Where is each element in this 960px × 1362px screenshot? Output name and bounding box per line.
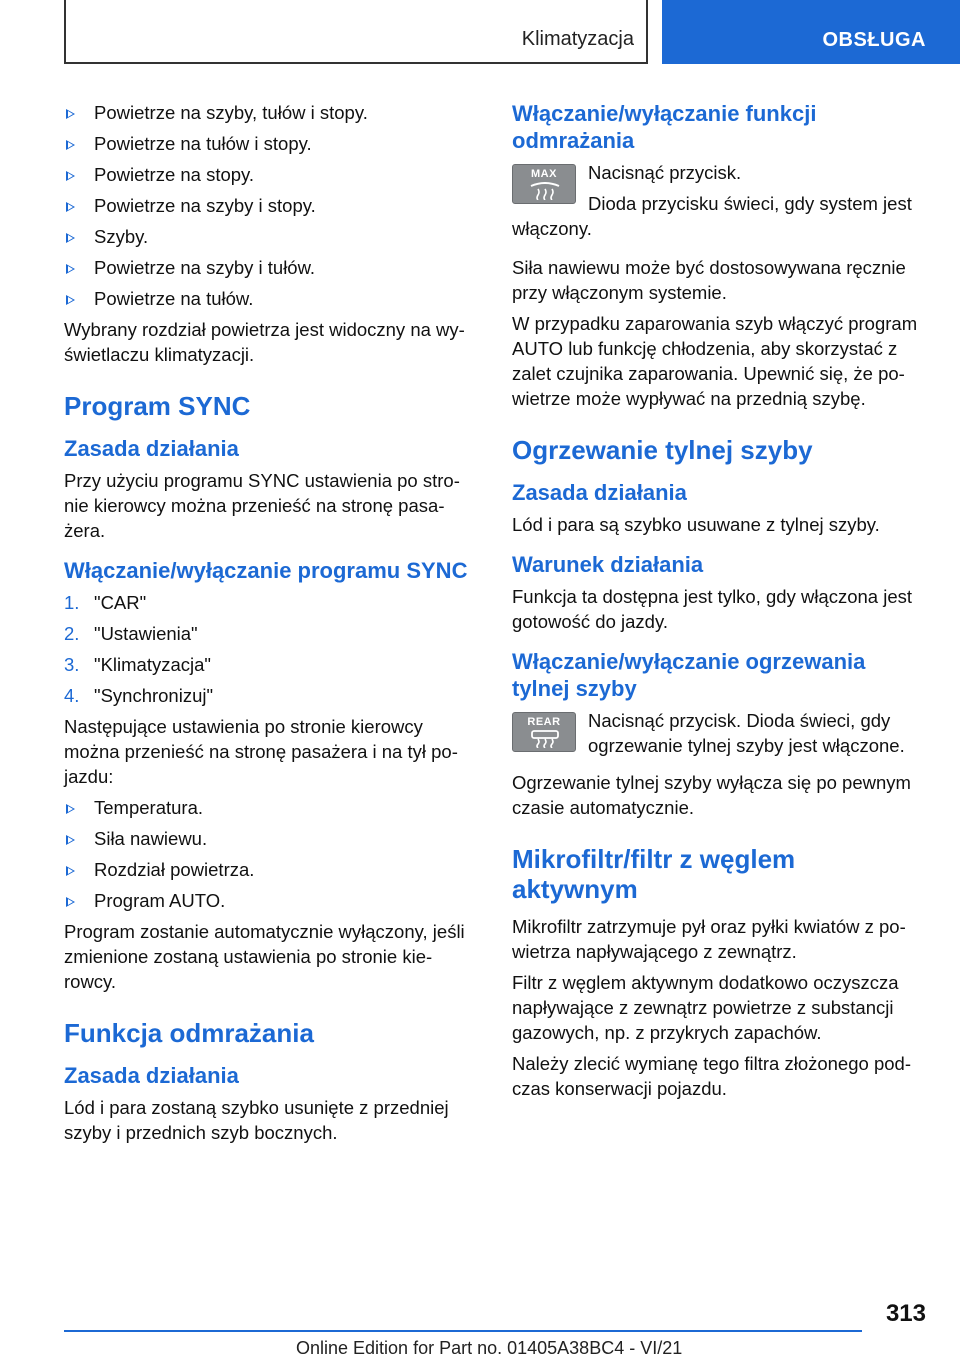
heading-rear-heat: Ogrzewanie tylnej szyby — [512, 435, 813, 465]
list-item: Powietrze na szyby i tułów. — [64, 255, 476, 280]
heading-condition: Warunek działania — [512, 552, 704, 577]
paragraph-filter-3: Należy zlecić wymianę tego filtra złożonego podczas konserwacji pojazdu. — [512, 1053, 911, 1099]
triangle-bullet-icon — [66, 140, 75, 150]
paragraph-rear-principle: Lód i para są szybko usuwane z tylnej szyby. — [512, 514, 880, 535]
windshield-heat-icon — [529, 182, 561, 200]
page-number: 313 — [885, 1300, 926, 1327]
header-section-title: Klimatyzacja — [521, 28, 634, 50]
heading-rear-on-off: Włączanie/wyłączanie ogrzewania tylnej szyby — [512, 649, 866, 701]
heading-filter: Mikrofiltr/filtr z węglem aktywnym — [512, 844, 796, 904]
paragraph-auto-off: Program zostanie automatycznie wyłączony, jeśli zmienione zostaną ustawienia po stronie kierowcy. — [64, 921, 465, 992]
list-item: Powietrze na tułów i stopy. — [64, 131, 476, 156]
rear-heat-instruction — [512, 708, 926, 764]
paragraph-press-rear: Nacisnąć przycisk. Dioda świeci, gdy ogrzewanie tylnej szyby jest włączone. — [588, 710, 905, 756]
heading-principle: Zasada działania — [64, 436, 239, 461]
header-left-frame — [64, 0, 648, 64]
paragraph-defrost: Lód i para zostaną szybko usunięte z przedniej szyby i przednich szyb bocznych. — [64, 1097, 449, 1143]
triangle-bullet-icon — [66, 866, 75, 876]
triangle-bullet-icon — [66, 295, 75, 305]
list-item: 4. "Synchronizuj" — [64, 685, 214, 706]
heading-sync-on-off: Włączanie/wyłączanie programu SYNC — [64, 558, 468, 583]
paragraph-filter-2: Filtr z węglem aktywnym dodatkowo oczyszcza napływające z zewnątrz powietrze z substancji gazowych, np. z przykrych zapachów. — [512, 972, 899, 1043]
paragraph-fogging: W przypadku zaparowania szyb włączyć program AUTO lub funkcję chłodzenia, aby skorzystać z zalet czujnika zaparowania. Upewnić się, że powietrze może wypływać na przednią szybę. — [512, 313, 918, 409]
list-item: Temperatura. — [64, 795, 476, 820]
paragraph-filter-1: Mikrofiltr zatrzymuje pył oraz pyłki kwiatów z powietrza napływającego z zewnątrz. — [512, 916, 906, 962]
triangle-bullet-icon — [66, 897, 75, 907]
list-item: 1. "CAR" — [64, 592, 147, 613]
rear-window-heat-icon — [529, 730, 561, 748]
right-column — [512, 100, 926, 1107]
paragraph-press: Nacisnąć przycisk. — [588, 162, 742, 183]
paragraph-airflow: Siła nawiewu może być dostosowywana ręcznie przy włączonym systemie. — [512, 257, 906, 303]
list-item: Powietrze na szyby, tułów i stopy. — [64, 100, 476, 125]
rear-window-heat-button-icon: REAR — [512, 712, 576, 752]
max-defrost-button-icon: MAX — [512, 164, 576, 204]
triangle-bullet-icon — [66, 171, 75, 181]
heading-principle: Zasada działania — [64, 1063, 239, 1088]
left-column — [64, 100, 476, 1151]
paragraph-rear-auto: Ogrzewanie tylnej szyby wyłącza się po pewnym czasie automatycznie. — [512, 772, 911, 818]
heading-defrost-on-off: Włączanie/wyłączanie funkcji odmrażania — [512, 101, 817, 153]
list-item: Powietrze na tułów. — [64, 286, 476, 311]
paragraph-sync: Przy użyciu programu SYNC ustawienia po stronie kierowcy można przenieść na stronę pasażera. — [64, 470, 460, 541]
triangle-bullet-icon — [66, 109, 75, 119]
list-item: Program AUTO. — [64, 888, 476, 913]
heading-defrost: Funkcja odmrażania — [64, 1018, 314, 1048]
triangle-bullet-icon — [66, 835, 75, 845]
paragraph-condition: Funkcja ta dostępna jest tylko, gdy włączona jest gotowość do jazdy. — [512, 586, 913, 632]
list-item: Powietrze na szyby i stopy. — [64, 193, 476, 218]
list-item: Szyby. — [64, 224, 476, 249]
triangle-bullet-icon — [66, 264, 75, 274]
list-item: 3. "Klimatyzacja" — [64, 654, 211, 675]
heading-principle: Zasada działania — [512, 480, 687, 505]
paragraph-distribution: Wybrany rozdział powietrza jest widoczny na wyświetlaczu klimatyzacji. — [64, 319, 465, 365]
paragraph-transfer: Następujące ustawienia po stronie kierowcy można przenieść na stronę pasażera i na tył pojazdu: — [64, 716, 458, 787]
triangle-bullet-icon — [66, 202, 75, 212]
header-section-tab-label: OBSŁUGA — [822, 29, 926, 51]
defrost-instruction — [512, 160, 926, 247]
heading-sync: Program SYNC — [64, 391, 251, 421]
paragraph-led: Dioda przycisku świeci, gdy system jest włączony. — [512, 193, 912, 239]
triangle-bullet-icon — [66, 233, 75, 243]
list-item: Rozdział powietrza. — [64, 857, 476, 882]
header-section-tab — [662, 0, 960, 64]
footer-divider — [64, 1330, 862, 1332]
list-item: 2. "Ustawienia" — [64, 623, 198, 644]
triangle-bullet-icon — [66, 804, 75, 814]
list-item: Powietrze na stopy. — [64, 162, 476, 187]
footer-edition: Online Edition for Part no. 01405A38BC4 - VI/21 — [296, 1338, 683, 1358]
list-item: Siła nawiewu. — [64, 826, 476, 851]
